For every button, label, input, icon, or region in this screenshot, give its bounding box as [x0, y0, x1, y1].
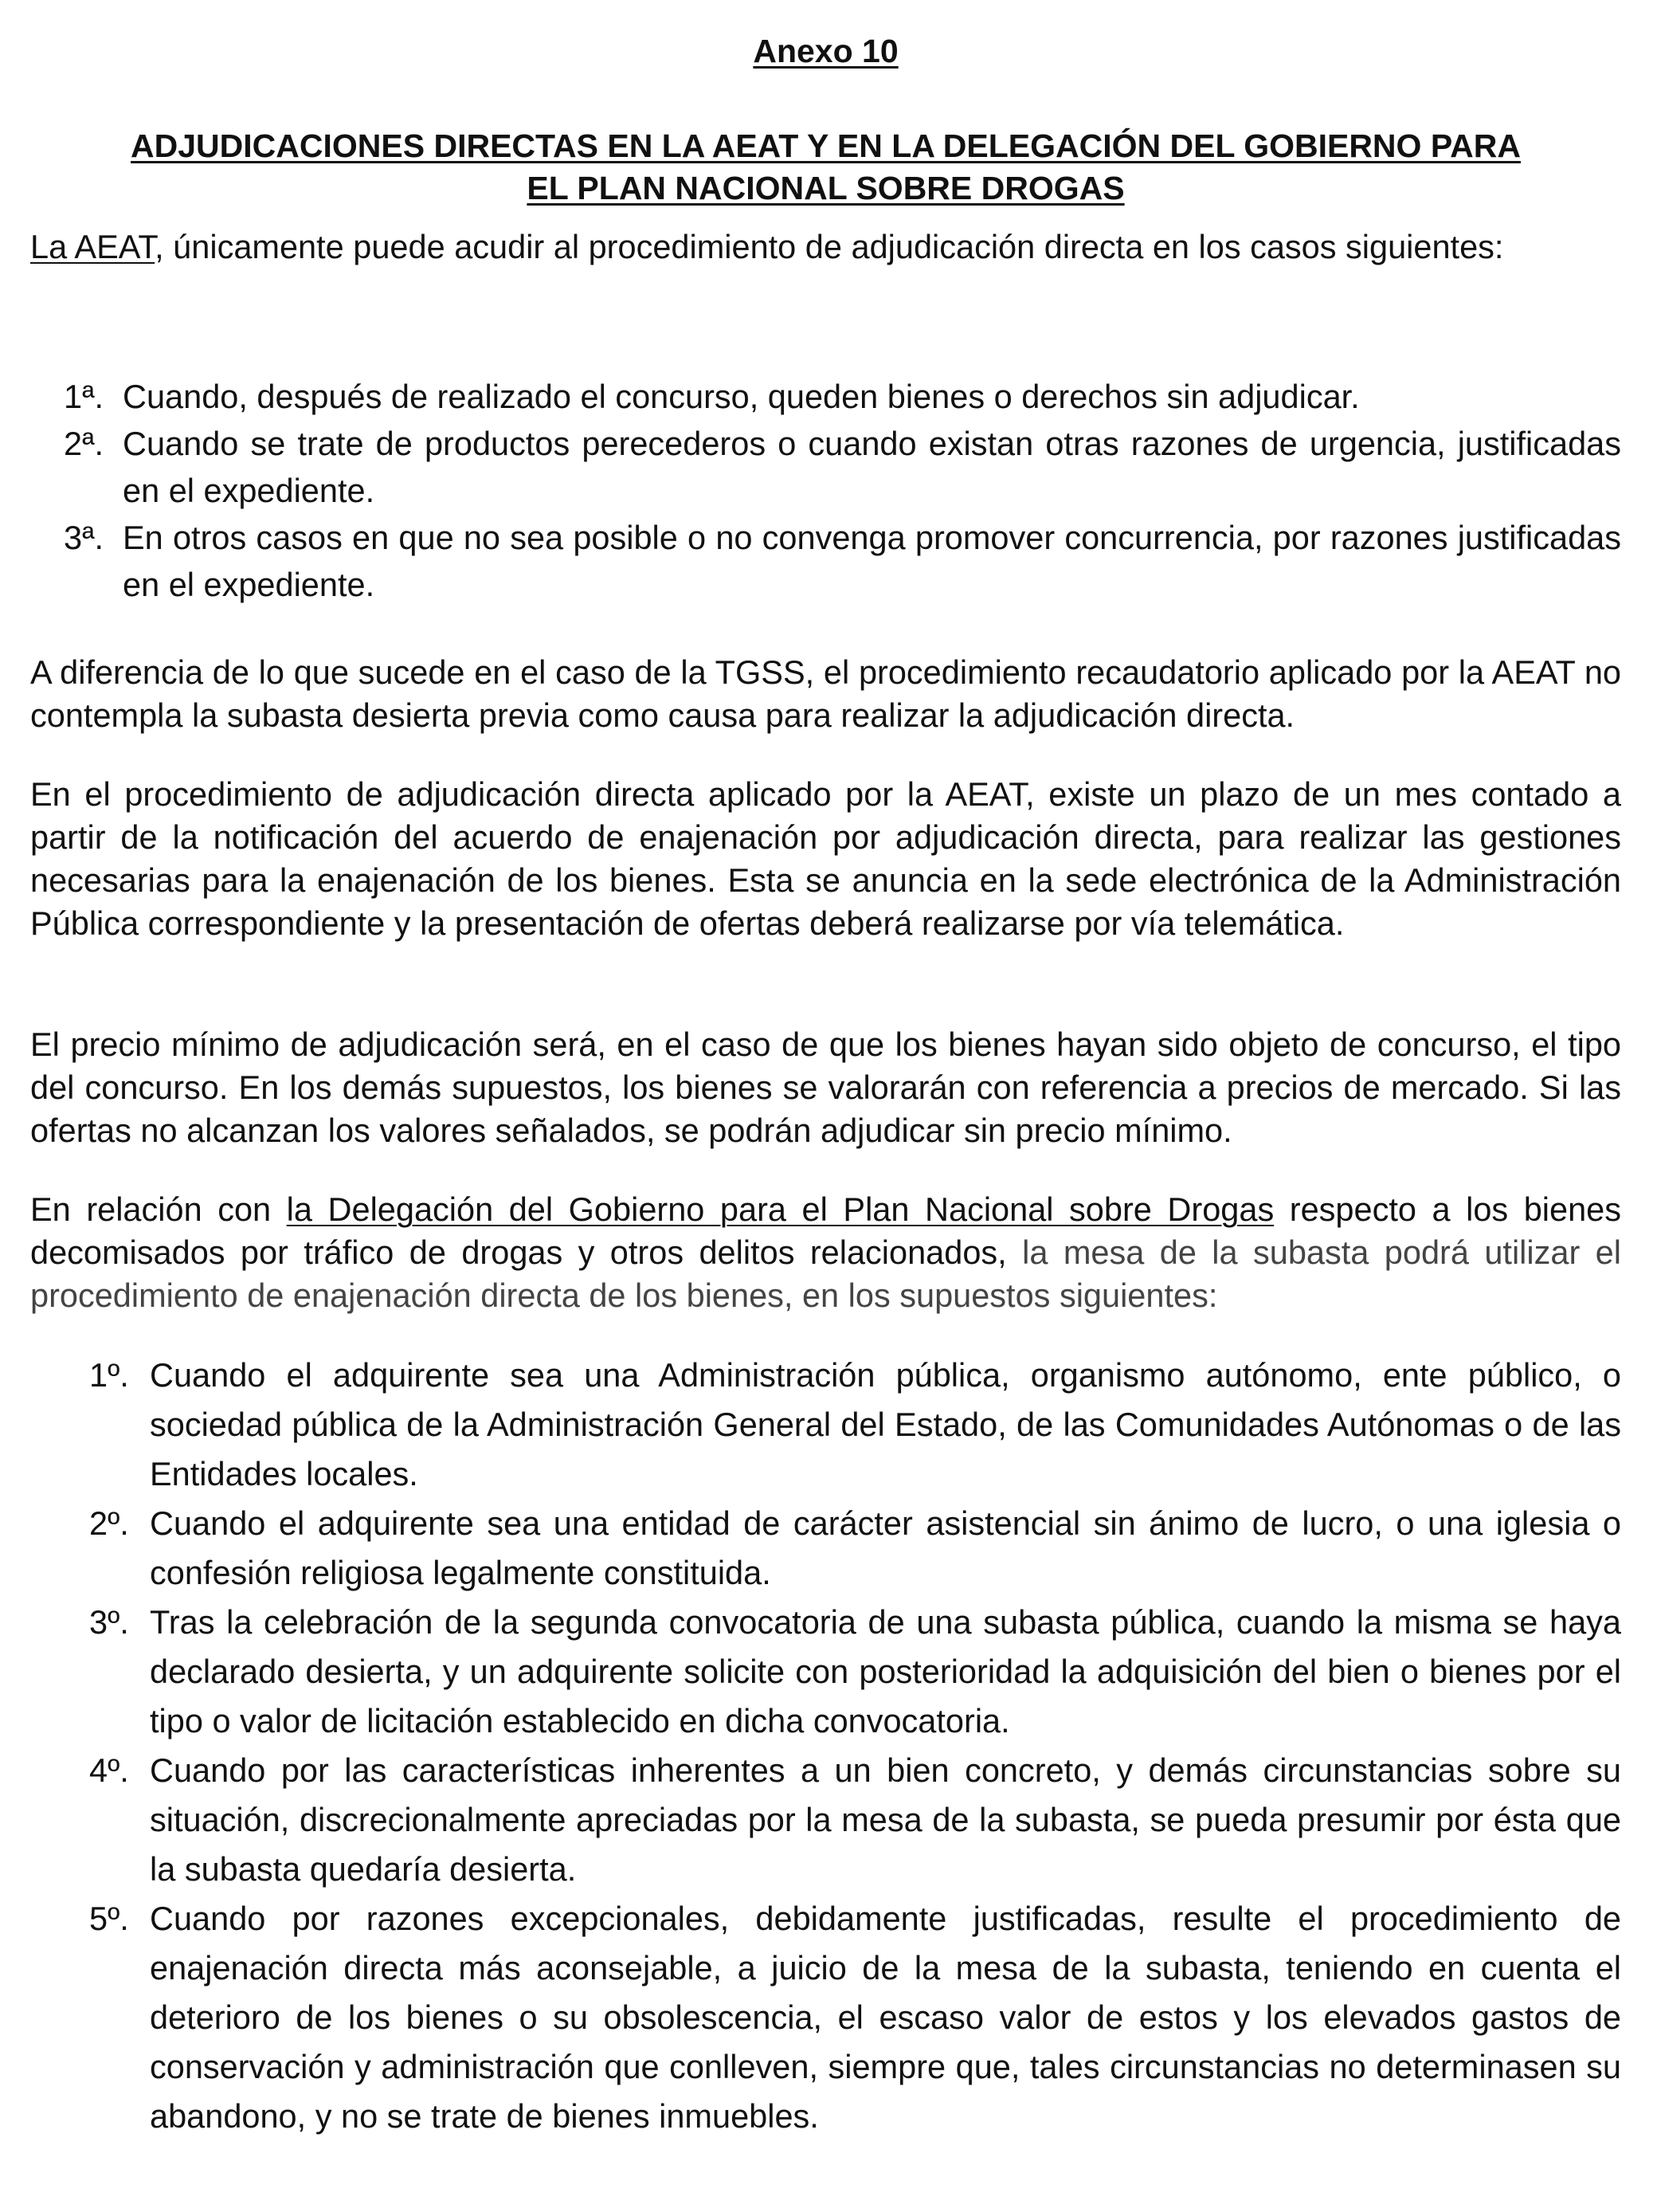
list-item-number: 2ª.: [64, 425, 104, 462]
list-item: [30, 1894, 1621, 2141]
list-item-text: Cuando por las características inherentes a un bien concreto, y demás circunstancias sobre su situación, discrecionalmente apreciadas por la mesa de la subasta, se pueda presumir por ésta que la subasta quedaría desierta.: [150, 1751, 1621, 1888]
list-item: [30, 1351, 1621, 1499]
list-item-number: 3ª.: [64, 519, 104, 556]
list-item-text: Cuando el adquirente sea una Administración pública, organismo autónomo, ente público, o sociedad pública de la Administración General del Estado, de las Comunidades Autónomas o de las Entidades locales.: [150, 1356, 1621, 1492]
main-title-line-2: EL PLAN NACIONAL SOBRE DROGAS: [527, 170, 1125, 206]
list-item-text: Cuando se trate de productos perecederos o cuando existan otras razones de urgencia, justificadas en el expediente.: [123, 425, 1621, 509]
list-item-number: 4º.: [89, 1751, 129, 1789]
delegacion-cases-list: [30, 1351, 1621, 2141]
list-item-text: En otros casos en que no sea posible o no convenga promover concurrencia, por razones justificadas en el expediente.: [123, 519, 1621, 603]
aeat-cases-list: [30, 373, 1621, 608]
delegacion-paragraph: [30, 1188, 1621, 1317]
list-item-text: Tras la celebración de la segunda convocatoria de una subasta pública, cuando la misma se haya declarado desierta, y un adquirente solicite con posterioridad la adquisición del bien o bienes por el tipo o valor de licitación establecido en dicha convocatoria.: [150, 1603, 1621, 1739]
main-title: [30, 125, 1621, 210]
plazo-paragraph: En el procedimiento de adjudicación directa aplicado por la AEAT, existe un plazo de un mes contado a partir de la notificación del acuerdo de enajenación por adjudicación directa, para realizar las gestiones necesarias para la enajenación de los bienes. Esta se anuncia en la sede electrónica de la Administración Pública correspondiente y la presentación de ofertas deberá realizarse por vía telemática.: [30, 775, 1621, 942]
list-item-number: 1º.: [89, 1356, 129, 1394]
intro-aeat-underlined: La AEAT: [30, 228, 155, 265]
list-item: [30, 1746, 1621, 1894]
list-item-text: Cuando el adquirente sea una entidad de carácter asistencial sin ánimo de lucro, o una iglesia o confesión religiosa legalmente constituida.: [150, 1504, 1621, 1591]
precio-paragraph: El precio mínimo de adjudicación será, en el caso de que los bienes hayan sido objeto de concurso, el tipo del concurso. En los demás supuestos, los bienes se valorarán con referencia a precios de mercado. Si las ofertas no alcanzan los valores señalados, se podrán adjudicar sin precio mínimo.: [30, 1026, 1621, 1149]
tgss-paragraph: A diferencia de lo que sucede en el caso de la TGSS, el procedimiento recaudatorio aplicado por la AEAT no contempla la subasta desierta previa como causa para realizar la adjudicación directa.: [30, 653, 1621, 734]
list-item-text: Cuando por razones excepcionales, debidamente justificadas, resulte el procedimiento de enajenación directa más aconsejable, a juicio de la mesa de la subasta, teniendo en cuenta el deterioro de los bienes o su obsolescencia, el escaso valor de estos y los elevados gastos de conservación y administración que conlleven, siempre que, tales circunstancias no determinasen su abandono, y no se trate de bienes inmuebles.: [150, 1900, 1621, 2135]
list-item: [30, 514, 1621, 608]
intro-paragraph: [30, 226, 1621, 269]
list-item-text: Cuando, después de realizado el concurso, queden bienes o derechos sin adjudicar.: [123, 378, 1360, 415]
delegacion-middle: respecto a los bienes decomisados por tráfico de drogas y otros delitos relacionados,: [30, 1190, 1622, 1271]
delegacion-prefix: En relación con: [30, 1190, 287, 1228]
delegacion-gray-text: la mesa de la subasta podrá utilizar el procedimiento de enajenación directa de los bienes, en los supuestos siguientes:: [30, 1233, 1621, 1314]
annex-title: Anexo 10: [753, 33, 899, 69]
list-item: [30, 1598, 1621, 1746]
main-title-line-1: ADJUDICACIONES DIRECTAS EN LA AEAT Y EN LA DELEGACIÓN DEL GOBIERNO PARA: [131, 127, 1521, 164]
list-item-number: 3º.: [89, 1603, 129, 1641]
list-item-number: 1ª.: [64, 378, 104, 415]
intro-rest: , únicamente puede acudir al procedimiento de adjudicación directa en los casos siguientes:: [155, 228, 1504, 265]
delegacion-underlined: la Delegación del Gobierno para el Plan Nacional sobre Drogas: [286, 1190, 1275, 1228]
list-item: [30, 373, 1621, 420]
list-item: [30, 420, 1621, 514]
list-item-number: 2º.: [89, 1504, 129, 1542]
list-item: [30, 1499, 1621, 1598]
list-item-number: 5º.: [89, 1900, 129, 1937]
